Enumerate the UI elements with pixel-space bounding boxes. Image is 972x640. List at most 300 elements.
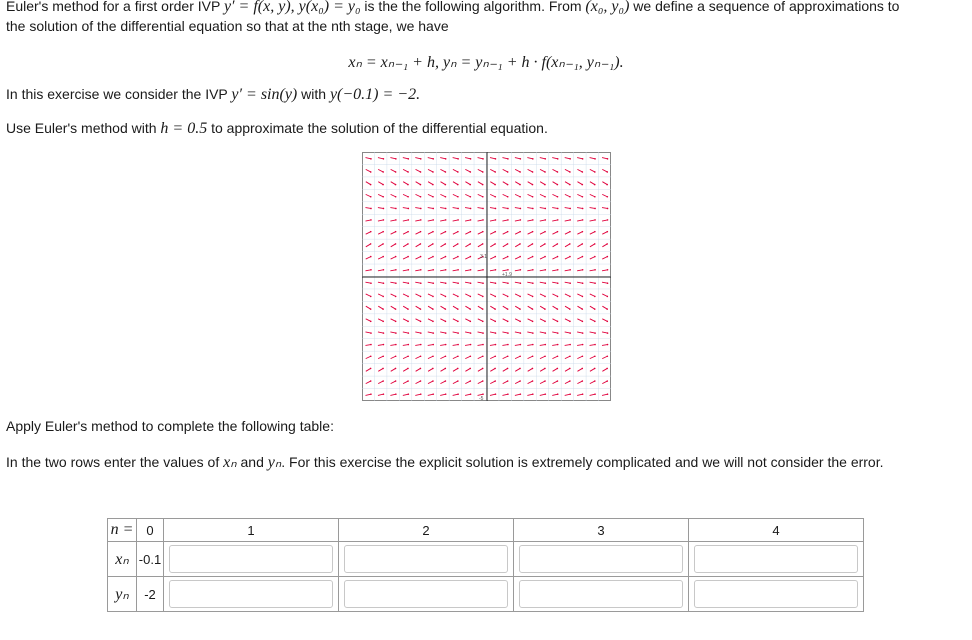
slope-arrow-head [408, 208, 410, 210]
slope-arrow-head [382, 368, 384, 370]
slope-arrow-head [532, 171, 534, 173]
slope-arrow-head [457, 282, 459, 284]
slope-arrow-head [457, 308, 459, 310]
slope-arrow-head [395, 296, 397, 298]
slope-arrow-head [382, 196, 384, 198]
n-label-cell [108, 519, 137, 542]
slope-arrow-head [532, 282, 534, 284]
slope-arrow-head [445, 256, 447, 258]
slope-arrow-head [594, 158, 596, 160]
slope-arrow-head [607, 196, 609, 198]
slope-arrow-head [482, 208, 484, 210]
table-row-x [108, 542, 864, 577]
rows-text: and [236, 454, 268, 470]
slope-arrow-head [457, 171, 459, 173]
slope-arrow-head [457, 380, 459, 382]
slope-arrow-head [408, 282, 410, 284]
slope-arrow-head [432, 296, 434, 298]
slope-arrow-head [395, 231, 397, 233]
slope-arrow-head [370, 321, 372, 323]
slope-arrow-head [383, 282, 385, 284]
slope-arrow-head [557, 368, 559, 370]
slope-arrow-head [494, 368, 496, 370]
slope-arrow-head [594, 219, 596, 221]
slope-arrow-head [395, 332, 397, 334]
slope-arrow-head [382, 231, 384, 233]
slope-arrow-head [470, 282, 472, 284]
slope-arrow-head [445, 196, 447, 198]
slope-arrow-head [606, 296, 608, 298]
slope-arrow-head [432, 308, 434, 310]
slope-arrow-head [407, 256, 409, 258]
slope-arrow-head [470, 332, 472, 334]
slope-arrow-head [370, 368, 372, 370]
slope-arrow-head [432, 208, 434, 210]
slope-arrow-head [407, 184, 409, 186]
slope-arrow-head [606, 171, 608, 173]
slope-arrow-head [520, 332, 522, 334]
euler-formula: xₙ = xₙ₋₁ + h, yₙ = yₙ₋₁ + h · f(xₙ₋₁, yₙ₋₁). [348, 54, 624, 71]
slope-arrow-head [407, 308, 409, 310]
slope-arrow-head [382, 308, 384, 310]
slope-arrow-head [569, 158, 571, 160]
slope-arrow-head [606, 321, 608, 323]
slope-arrow-head [544, 344, 546, 346]
xn-label-cell [108, 542, 137, 577]
slope-arrow-head [470, 158, 472, 160]
slope-arrow-head [482, 393, 484, 395]
slope-arrow-head [507, 282, 509, 284]
step-text: to approximate the solution of the differential equation. [207, 120, 548, 136]
slope-arrow-head [557, 344, 559, 346]
y2-cell [339, 577, 514, 612]
apply-instruction: Apply Euler's method to complete the following table: [6, 418, 334, 434]
slope-arrow-head [408, 219, 410, 221]
yn-symbol: yₙ [267, 454, 282, 471]
slope-arrow-head [507, 158, 509, 160]
slope-arrow-head [507, 171, 509, 173]
slope-arrow-head [532, 256, 534, 258]
slope-arrow-head [445, 296, 447, 298]
slope-arrow-head [594, 308, 596, 310]
slope-arrow-head [557, 171, 559, 173]
slope-arrow-head [482, 171, 484, 173]
yn-label-cell [108, 577, 137, 612]
slope-arrow-head [482, 380, 484, 382]
slope-arrow-head [432, 332, 434, 334]
slope-arrow-head [383, 344, 385, 346]
slope-arrow-head [408, 332, 410, 334]
slope-arrow-head [457, 393, 459, 395]
slope-arrow-head [557, 184, 559, 186]
slope-arrow-head [594, 269, 596, 271]
slope-arrow-head [370, 219, 372, 221]
slope-arrow-head [432, 171, 434, 173]
y0-value: -2 [137, 577, 164, 612]
slope-arrow-head [420, 393, 422, 395]
slope-arrow-head [395, 269, 397, 271]
slope-arrow-head [420, 243, 422, 245]
slope-arrow-head [507, 256, 509, 258]
slope-arrow-head [582, 256, 584, 258]
slope-arrow-head [520, 282, 522, 284]
slope-arrow-head [606, 231, 608, 233]
intro-line-2: the solution of the differential equation so that at the nth stage, we have [6, 18, 449, 34]
slope-arrow-head [470, 171, 472, 173]
intro-text: we define a sequence of approximations to [629, 0, 900, 14]
slope-arrow-head [457, 231, 459, 233]
slope-arrow-head [569, 243, 571, 245]
slope-arrow-head [569, 219, 571, 221]
slope-arrow-head [569, 393, 571, 395]
slope-arrow-head [594, 332, 596, 334]
slope-arrow-head [520, 158, 522, 160]
slope-arrow-head [569, 368, 571, 370]
slope-arrow-head [408, 393, 410, 395]
slope-arrow-head [544, 184, 546, 186]
rows-text: . For this exercise the explicit solution is extremely complicated and we will not consider the error. [281, 454, 884, 470]
slope-arrow-head [457, 256, 459, 258]
slope-arrow-head [445, 269, 447, 271]
slope-arrow-head [494, 171, 496, 173]
slope-arrow-head [470, 231, 472, 233]
slope-arrow-head [370, 269, 372, 271]
slope-arrow-head [532, 184, 534, 186]
slope-arrow-head [408, 158, 410, 160]
slope-arrow-head [557, 158, 559, 160]
slope-arrow-head [457, 184, 459, 186]
slope-arrow-head [519, 256, 521, 258]
ivp-text: with [297, 86, 330, 102]
slope-arrow-head [370, 308, 372, 310]
slope-arrow-head [482, 321, 484, 323]
slope-arrow-head [395, 158, 397, 160]
slope-arrow-head [594, 196, 596, 198]
ivp-text: In this exercise we consider the IVP [6, 86, 232, 102]
slope-arrow-head [582, 208, 584, 210]
slope-arrow-head [420, 219, 422, 221]
y1-input[interactable] [169, 580, 333, 608]
slope-arrow-head [395, 355, 397, 357]
slope-arrow-head [470, 393, 472, 395]
slope-arrow-head [482, 344, 484, 346]
slope-arrow-head [420, 184, 422, 186]
slope-arrow-head [482, 355, 484, 357]
slope-arrow-head [407, 380, 409, 382]
slope-arrow-head [407, 243, 409, 245]
slope-arrow-head [395, 368, 397, 370]
slope-arrow-head [420, 269, 422, 271]
slope-arrow-head [445, 208, 447, 210]
slope-arrow-head [557, 231, 559, 233]
slope-arrow-head [420, 368, 422, 370]
slope-arrow-head [420, 355, 422, 357]
slope-arrow-head [494, 321, 496, 323]
x0-value: -0.1 [137, 542, 164, 577]
slope-arrow-head [582, 321, 584, 323]
slope-arrow-head [495, 208, 497, 210]
slope-arrow-head [470, 269, 472, 271]
slope-arrow-head [432, 219, 434, 221]
slope-arrow-head [382, 355, 384, 357]
slope-arrow-head [445, 171, 447, 173]
slope-arrow-head [470, 196, 472, 198]
slope-arrow-head [507, 344, 509, 346]
slope-arrow-head [582, 171, 584, 173]
slope-arrow-head [445, 184, 447, 186]
x4-input[interactable] [694, 545, 858, 573]
slope-arrow-head [569, 308, 571, 310]
y4-cell [689, 577, 864, 612]
slope-arrow-head [457, 269, 459, 271]
slope-arrow-head [370, 282, 372, 284]
slope-arrow-head [606, 368, 608, 370]
axis-tick-label: -5 [479, 396, 484, 401]
initial-condition: y(−0.1) = −2. [329, 86, 421, 103]
slope-arrow-head [395, 344, 397, 346]
slope-arrow-head [370, 208, 372, 210]
slope-arrow-head [569, 296, 571, 298]
slope-arrow-head [395, 380, 397, 382]
x3-input[interactable] [519, 545, 683, 573]
slope-arrow-head [370, 158, 372, 160]
slope-arrow-head [407, 321, 409, 323]
slope-arrow-head [594, 282, 596, 284]
slope-arrow-head [382, 184, 384, 186]
slope-arrow-head [519, 308, 521, 310]
slope-arrow-head [495, 269, 497, 271]
slope-arrow-head [557, 380, 559, 382]
intro-text: Euler's method for a first order IVP [6, 0, 224, 14]
slope-arrow-head [370, 184, 372, 186]
slope-arrow-head [544, 158, 546, 160]
slope-arrow-head [432, 269, 434, 271]
slope-arrow-head [420, 296, 422, 298]
y3-cell [514, 577, 689, 612]
slope-arrow-head [544, 231, 546, 233]
slope-arrow-head [470, 256, 472, 258]
x2-input[interactable] [344, 545, 508, 573]
intro-line-1 [6, 0, 899, 16]
slope-arrow-head [482, 296, 484, 298]
slope-arrow-head [457, 296, 459, 298]
slope-arrow-head [370, 296, 372, 298]
slope-arrow-head [607, 158, 609, 160]
slope-arrow-head [532, 308, 534, 310]
slope-arrow-head [494, 308, 496, 310]
slope-arrow-head [519, 380, 521, 382]
slope-arrow-head [370, 231, 372, 233]
slope-arrow-head [469, 308, 471, 310]
slope-arrow-head [457, 158, 459, 160]
slope-arrow-head [532, 243, 534, 245]
slope-arrow-head [507, 332, 509, 334]
slope-field-plot [362, 152, 611, 401]
slope-arrow-head [557, 208, 559, 210]
slope-arrow-head [432, 380, 434, 382]
step-size: h = 0.5 [160, 120, 208, 137]
slope-arrow-head [407, 355, 409, 357]
slope-arrow-head [420, 158, 422, 160]
slope-arrow-head [606, 243, 608, 245]
slope-arrow-head [445, 308, 447, 310]
y4-input[interactable] [694, 580, 858, 608]
y3-input[interactable] [519, 580, 683, 608]
slope-arrow-head [557, 296, 559, 298]
slope-arrow-head [370, 196, 372, 198]
slope-arrow-head [582, 344, 584, 346]
slope-arrow-head [606, 380, 608, 382]
slope-arrow-head [445, 355, 447, 357]
slope-arrow-head [432, 256, 434, 258]
slope-arrow-head [445, 158, 447, 160]
slope-arrow-head [594, 380, 596, 382]
y2-input[interactable] [344, 580, 508, 608]
slope-arrow-head [557, 282, 559, 284]
slope-arrow-head [395, 196, 397, 198]
slope-arrow-head [383, 393, 385, 395]
xn-symbol: xₙ [223, 454, 237, 471]
slope-arrow-head [519, 231, 521, 233]
slope-arrow-head [532, 355, 534, 357]
slope-arrow-head [370, 171, 372, 173]
slope-arrow-head [395, 243, 397, 245]
slope-arrow-head [607, 344, 609, 346]
slope-arrow-head [445, 332, 447, 334]
slope-arrow-head [606, 256, 608, 258]
slope-arrow-head [432, 344, 434, 346]
slope-arrow-head [370, 344, 372, 346]
slope-arrow-head [607, 282, 609, 284]
slope-arrow-head [495, 344, 497, 346]
slope-arrow-head [581, 243, 583, 245]
slope-arrow-head [445, 368, 447, 370]
slope-arrow-head [432, 243, 434, 245]
n-value-4: 4 [689, 519, 864, 542]
slope-arrow-head [395, 321, 397, 323]
slope-arrow-head [482, 219, 484, 221]
slope-arrow-head [445, 380, 447, 382]
slope-arrow-head [507, 184, 509, 186]
x1-input[interactable] [169, 545, 333, 573]
slope-arrow-head [544, 196, 546, 198]
slope-arrow-head [495, 219, 497, 221]
slope-arrow-head [582, 296, 584, 298]
slope-arrow-head [383, 208, 385, 210]
slope-arrow-head [407, 196, 409, 198]
slope-arrow-head [532, 321, 534, 323]
slope-arrow-head [470, 344, 472, 346]
slope-arrow-head [606, 308, 608, 310]
slope-arrow-head [569, 196, 571, 198]
slope-arrow-head [469, 243, 471, 245]
slope-arrow-head [395, 393, 397, 395]
slope-arrow-head [507, 296, 509, 298]
slope-arrow-head [382, 321, 384, 323]
slope-arrow-head [532, 158, 534, 160]
slope-arrow-head [544, 393, 546, 395]
slope-arrow-head [557, 196, 559, 198]
slope-arrow-head [445, 321, 447, 323]
slope-arrow-head [370, 393, 372, 395]
slope-arrow-head [494, 184, 496, 186]
slope-arrow-head [520, 393, 522, 395]
n-label: n = [110, 521, 134, 538]
axis-tick-label: 3.1 [480, 254, 487, 260]
slope-arrow-head [581, 308, 583, 310]
yn-label: yₙ [115, 586, 129, 603]
slope-arrow-head [569, 184, 571, 186]
slope-arrow-head [445, 219, 447, 221]
slope-arrow-head [432, 355, 434, 357]
slope-arrow-head [582, 231, 584, 233]
step-text: Use Euler's method with [6, 120, 161, 136]
slope-arrow-head [370, 243, 372, 245]
slope-arrow-head [420, 380, 422, 382]
slope-arrow-head [532, 296, 534, 298]
slope-arrow-head [607, 208, 609, 210]
slope-arrow-head [482, 269, 484, 271]
slope-arrow-head [557, 393, 559, 395]
slope-arrow-head [532, 196, 534, 198]
slope-arrow-head [383, 158, 385, 160]
slope-arrow-head [470, 219, 472, 221]
slope-arrow-head [395, 308, 397, 310]
slope-arrow-head [507, 269, 509, 271]
slope-arrow-head [507, 368, 509, 370]
slope-arrow-head [519, 296, 521, 298]
slope-arrow-head [432, 184, 434, 186]
slope-arrow-head [470, 380, 472, 382]
slope-arrow-head [607, 393, 609, 395]
slope-arrow-head [432, 282, 434, 284]
slope-arrow-head [407, 296, 409, 298]
slope-arrow-head [582, 282, 584, 284]
slope-arrow-head [544, 256, 546, 258]
slope-arrow-head [395, 256, 397, 258]
slope-arrow-head [420, 256, 422, 258]
slope-arrow-head [582, 196, 584, 198]
x1-cell [164, 542, 339, 577]
slope-arrow-head [594, 296, 596, 298]
slope-arrow-head [482, 196, 484, 198]
slope-arrow-head [544, 355, 546, 357]
slope-arrow-head [557, 355, 559, 357]
slope-arrow-head [544, 296, 546, 298]
slope-arrow-head [569, 321, 571, 323]
slope-arrow-head [507, 380, 509, 382]
slope-arrow-head [519, 368, 521, 370]
ode: y′ = sin(y) [231, 86, 298, 103]
slope-arrow-head [457, 344, 459, 346]
slope-arrow-head [470, 208, 472, 210]
slope-arrow-head [395, 171, 397, 173]
x4-cell [689, 542, 864, 577]
slope-arrow-head [495, 158, 497, 160]
slope-arrow-head [383, 332, 385, 334]
slope-arrow-head [507, 208, 509, 210]
slope-arrow-head [482, 332, 484, 334]
step-size-statement [6, 120, 548, 138]
slope-arrow-head [482, 368, 484, 370]
x2-cell [339, 542, 514, 577]
euler-table [107, 518, 864, 612]
slope-arrow-head [594, 355, 596, 357]
slope-arrow-head [445, 344, 447, 346]
slope-arrow-head [420, 208, 422, 210]
slope-arrow-head [594, 171, 596, 173]
slope-arrow-head [395, 282, 397, 284]
